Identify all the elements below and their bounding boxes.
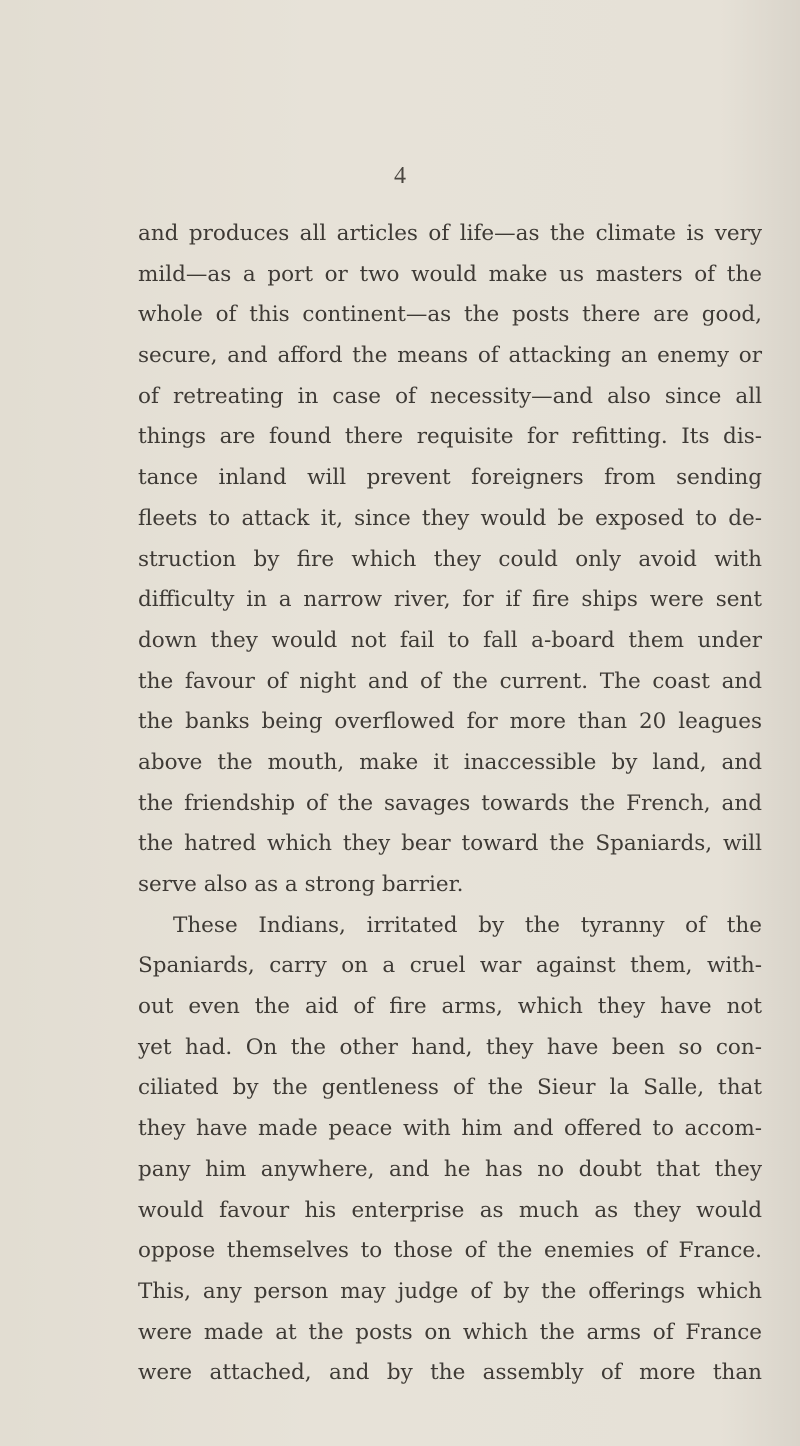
text-line: would favour his enterprise as much as they would (138, 1197, 762, 1223)
page-number: 4 (394, 163, 406, 189)
text-line: ciliated by the gentleness of the Sieur la Salle, that (138, 1075, 762, 1101)
text-line: whole of this continent—as the posts there are good, (138, 302, 762, 328)
text-line: yet had. On the other hand, they have been so con- (138, 1034, 762, 1060)
text-line: the friendship of the savages towards the French, and (138, 790, 762, 816)
text-line: tance inland will prevent foreigners from sending (138, 465, 762, 491)
text-line: and produces all articles of life—as the climate is very (138, 221, 762, 246)
text-line: struction by fire which they could only avoid with (138, 546, 762, 572)
paragraph-end-line: serve also as a strong barrier. (138, 872, 464, 897)
text-line: were made at the posts on which the arms of France (138, 1319, 762, 1345)
text-line: This, any person may judge of by the offerings which (138, 1278, 762, 1304)
body-text (138, 214, 762, 1394)
text-line: Spaniards, carry on a cruel war against them, with- (138, 953, 762, 979)
text-line: mild—as a port or two would make us masters of the (138, 261, 762, 287)
text-line: of retreating in case of necessity—and also since all (138, 383, 762, 409)
paragraph-start-line: These Indians, irritated by the tyranny of the (173, 912, 762, 938)
text-line: secure, and afford the means of attacking an enemy or (138, 343, 762, 369)
text-line: above the mouth, make it inaccessible by land, and (138, 749, 762, 775)
text-line: oppose themselves to those of the enemies of France. (138, 1238, 762, 1264)
text-line: down they would not fail to fall a-board them under (138, 627, 762, 653)
text-line: fleets to attack it, since they would be exposed to de- (138, 505, 762, 531)
text-line: things are found there requisite for refitting. Its dis- (138, 424, 762, 450)
text-line: difficulty in a narrow river, for if fire ships were sent (138, 587, 762, 613)
text-line: they have made peace with him and offered to accom- (138, 1116, 762, 1142)
text-line: were attached, and by the assembly of more than (138, 1360, 762, 1386)
text-line: the favour of night and of the current. The coast and (138, 668, 762, 694)
text-line: out even the aid of fire arms, which they have not (138, 994, 762, 1020)
text-line: the hatred which they bear toward the Spaniards, will (138, 831, 762, 857)
text-line: the banks being overflowed for more than 20 leagues (138, 709, 762, 735)
text-line: pany him anywhere, and he has no doubt that they (138, 1156, 762, 1182)
